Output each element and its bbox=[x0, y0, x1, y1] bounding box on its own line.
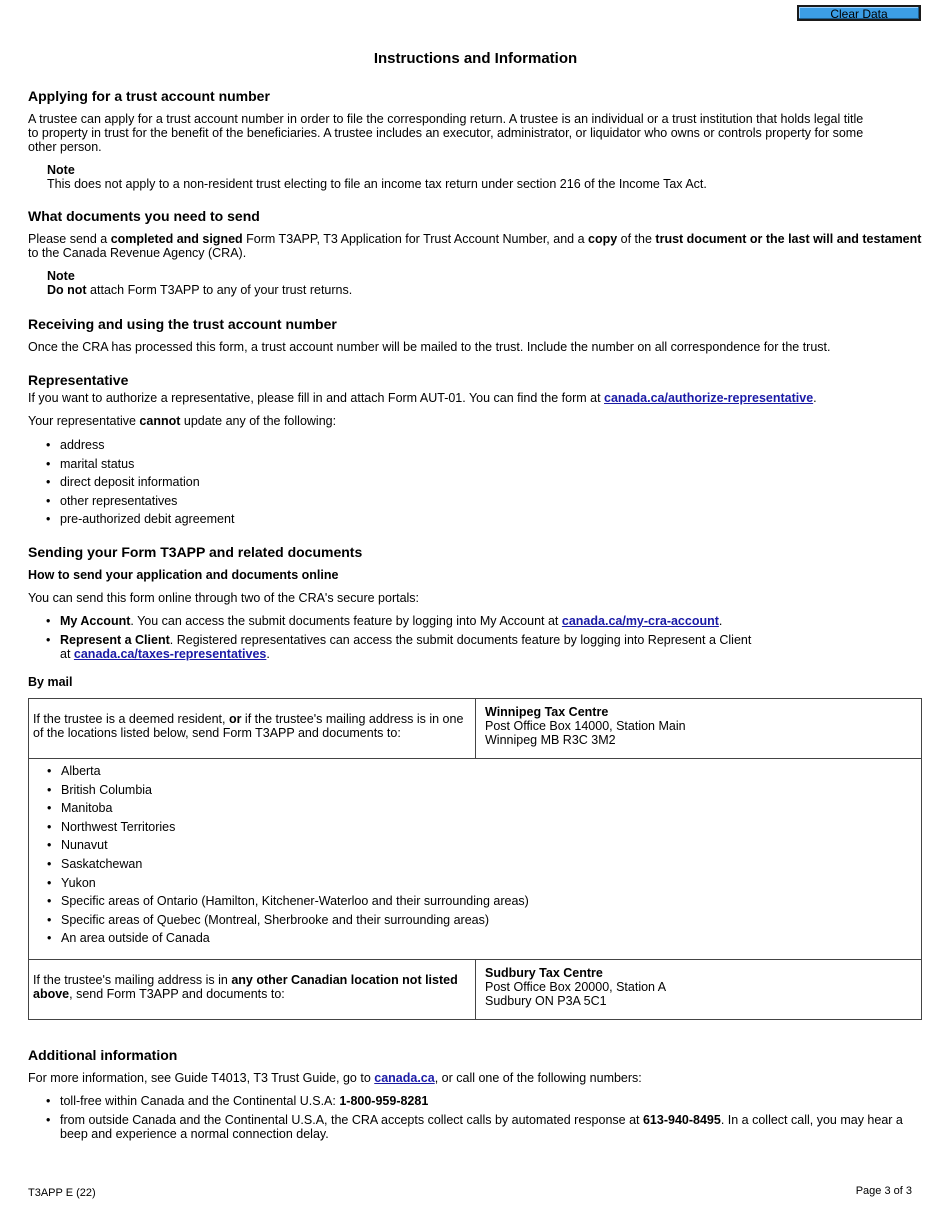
text: above bbox=[33, 987, 70, 1001]
apply-line: other person. bbox=[28, 140, 102, 154]
note-nonresident bbox=[28, 163, 707, 191]
text: . bbox=[266, 646, 270, 661]
documents-paragraph bbox=[28, 232, 928, 260]
list-item: • Nunavut bbox=[29, 838, 909, 852]
text: or bbox=[228, 712, 242, 726]
table-row bbox=[29, 960, 922, 1020]
heading-receiving: Receiving and using the trust account number bbox=[28, 316, 337, 332]
text: copy bbox=[588, 232, 618, 246]
table-row bbox=[29, 759, 922, 960]
heading-documents: What documents you need to send bbox=[28, 208, 260, 224]
list-item bbox=[28, 614, 908, 628]
text: My Account bbox=[60, 614, 131, 628]
text: if the trustee's mailing address is in one bbox=[241, 712, 464, 726]
text: of the bbox=[617, 232, 656, 246]
text: . Registered representatives can access the submit documents feature by logging into Represent a Client bbox=[169, 632, 752, 647]
text: Your representative bbox=[28, 414, 140, 428]
other-location-text bbox=[33, 973, 473, 1001]
table-cell bbox=[29, 960, 476, 1020]
portals-list bbox=[28, 614, 908, 665]
phone-numbers-list bbox=[28, 1094, 923, 1145]
list-item: • Saskatchewan bbox=[29, 857, 909, 871]
list-item: • Specific areas of Quebec (Montreal, Sherbrooke and their surrounding areas) bbox=[29, 913, 909, 927]
additional-info-text bbox=[28, 1071, 642, 1085]
form-identifier: T3APP E (22) bbox=[28, 1187, 96, 1199]
text: . bbox=[718, 614, 723, 628]
text: cannot bbox=[139, 414, 181, 428]
list-item bbox=[28, 1094, 923, 1108]
my-cra-account-link[interactable]: canada.ca/my-cra-account bbox=[561, 614, 719, 628]
text: Do not bbox=[47, 283, 87, 297]
heading-additional-info: Additional information bbox=[28, 1047, 178, 1063]
apply-line: A trustee can apply for a trust account number in order to file the corresponding return. A trustee is an individual or a trust institution that holds legal title bbox=[28, 112, 864, 126]
note-text bbox=[47, 283, 352, 297]
text: Represent a Client bbox=[60, 632, 170, 647]
list-item: • Alberta bbox=[29, 764, 909, 778]
address-line: Post Office Box 14000, Station Main bbox=[485, 719, 686, 733]
text: If the trustee's mailing address is in bbox=[33, 973, 232, 987]
mail-address-table bbox=[28, 698, 922, 1020]
taxes-representatives-link[interactable]: canada.ca/taxes-representatives bbox=[73, 646, 267, 661]
canada-ca-link[interactable]: canada.ca bbox=[374, 1071, 435, 1085]
documents-line: to the Canada Revenue Agency (CRA). bbox=[28, 246, 247, 260]
receiving-text: Once the CRA has processed this form, a trust account number will be mailed to the trust. Include the number on all correspondence for the trust. bbox=[28, 340, 831, 354]
list-item: • Yukon bbox=[29, 876, 909, 890]
apply-paragraph bbox=[28, 112, 923, 154]
text: Form T3APP, T3 Application for Trust Account Number, and a bbox=[242, 232, 588, 246]
text: , or call one of the following numbers: bbox=[434, 1071, 642, 1085]
table-cell bbox=[29, 759, 922, 960]
note-do-not-attach bbox=[28, 269, 352, 297]
sudbury-address bbox=[485, 966, 666, 1008]
page-title: Instructions and Information bbox=[373, 50, 578, 67]
tax-centre-name: Sudbury Tax Centre bbox=[485, 966, 603, 980]
cannot-text bbox=[28, 414, 336, 428]
text: . You can access the submit documents feature by logging into My Account at bbox=[130, 614, 562, 628]
list-item: • pre-authorized debit agreement bbox=[28, 512, 628, 526]
winnipeg-address bbox=[485, 705, 686, 747]
heading-representative: Representative bbox=[28, 372, 129, 388]
list-item: • direct deposit information bbox=[28, 475, 628, 489]
text: toll-free within Canada and the Continental U.S.A: bbox=[60, 1094, 340, 1108]
deemed-resident-text bbox=[33, 712, 473, 740]
apply-line: to property in trust for the benefit of the beneficiaries. A trustee includes an executor, administrator, or liquidator who owns or controls property for some bbox=[28, 126, 864, 140]
text: beep and experience a normal connection delay. bbox=[60, 1126, 329, 1141]
text: of the locations listed below, send Form T3APP and documents to: bbox=[33, 726, 401, 740]
list-item: • other representatives bbox=[28, 494, 628, 508]
locations-list bbox=[29, 764, 909, 950]
text: any other Canadian location not listed bbox=[231, 973, 458, 987]
phone-number: 1-800-959-8281 bbox=[339, 1094, 429, 1108]
table-cell bbox=[29, 699, 476, 759]
table-row bbox=[29, 699, 922, 759]
table-cell bbox=[476, 699, 922, 759]
cannot-update-list bbox=[28, 438, 628, 531]
text: If the trustee is a deemed resident, bbox=[33, 712, 229, 726]
text: attach Form T3APP to any of your trust returns. bbox=[86, 283, 353, 297]
address-line: Sudbury ON P3A 5C1 bbox=[485, 994, 607, 1008]
tax-centre-name: Winnipeg Tax Centre bbox=[485, 705, 609, 719]
online-intro: You can send this form online through two of the CRA's secure portals: bbox=[28, 591, 420, 605]
text: . bbox=[813, 391, 817, 405]
text: Please send a bbox=[28, 232, 111, 246]
text: trust document or the last will and testament bbox=[655, 232, 922, 246]
list-item: • Specific areas of Ontario (Hamilton, Kitchener-Waterloo and their surrounding areas) bbox=[29, 894, 909, 908]
text: If you want to authorize a representative, please fill in and attach Form AUT-01. You can find the form at bbox=[28, 391, 605, 405]
text: from outside Canada and the Continental U.S.A, the CRA accepts collect calls by automated response at bbox=[60, 1112, 643, 1127]
representative-text bbox=[28, 391, 817, 405]
list-item: • Manitoba bbox=[29, 801, 909, 815]
note-heading: Note bbox=[47, 269, 75, 283]
list-item bbox=[28, 1113, 923, 1141]
heading-apply-trust-number: Applying for a trust account number bbox=[28, 88, 270, 104]
list-item: • An area outside of Canada bbox=[29, 931, 909, 945]
list-item bbox=[28, 633, 908, 661]
text: update any of the following: bbox=[180, 414, 337, 428]
list-item: • Northwest Territories bbox=[29, 820, 909, 834]
text: For more information, see Guide T4013, T3 Trust Guide, go to bbox=[28, 1071, 375, 1085]
text: . In a collect call, you may hear a bbox=[720, 1112, 903, 1127]
page-number: Page 3 of 3 bbox=[855, 1185, 912, 1197]
note-heading: Note bbox=[47, 163, 75, 177]
address-line: Winnipeg MB R3C 3M2 bbox=[485, 733, 616, 747]
subheading-online: How to send your application and documents online bbox=[28, 568, 339, 582]
list-item: • address bbox=[28, 438, 628, 452]
heading-sending: Sending your Form T3APP and related documents bbox=[28, 544, 363, 560]
text: completed and signed bbox=[110, 232, 243, 246]
list-item: • marital status bbox=[28, 457, 628, 471]
list-item: • British Columbia bbox=[29, 783, 909, 797]
address-line: Post Office Box 20000, Station A bbox=[485, 980, 667, 994]
clear-data-button[interactable]: Clear Data bbox=[797, 5, 921, 21]
text: at bbox=[60, 646, 74, 661]
subheading-by-mail: By mail bbox=[28, 675, 73, 689]
phone-number: 613-940-8495 bbox=[642, 1112, 721, 1127]
text: , send Form T3APP and documents to: bbox=[69, 987, 285, 1001]
note-text: This does not apply to a non-resident trust electing to file an income tax return under section 216 of the Income Tax Act. bbox=[47, 177, 707, 191]
authorize-representative-link[interactable]: canada.ca/authorize-representative bbox=[604, 391, 814, 405]
documents-line bbox=[28, 232, 928, 246]
table-cell bbox=[476, 960, 922, 1020]
